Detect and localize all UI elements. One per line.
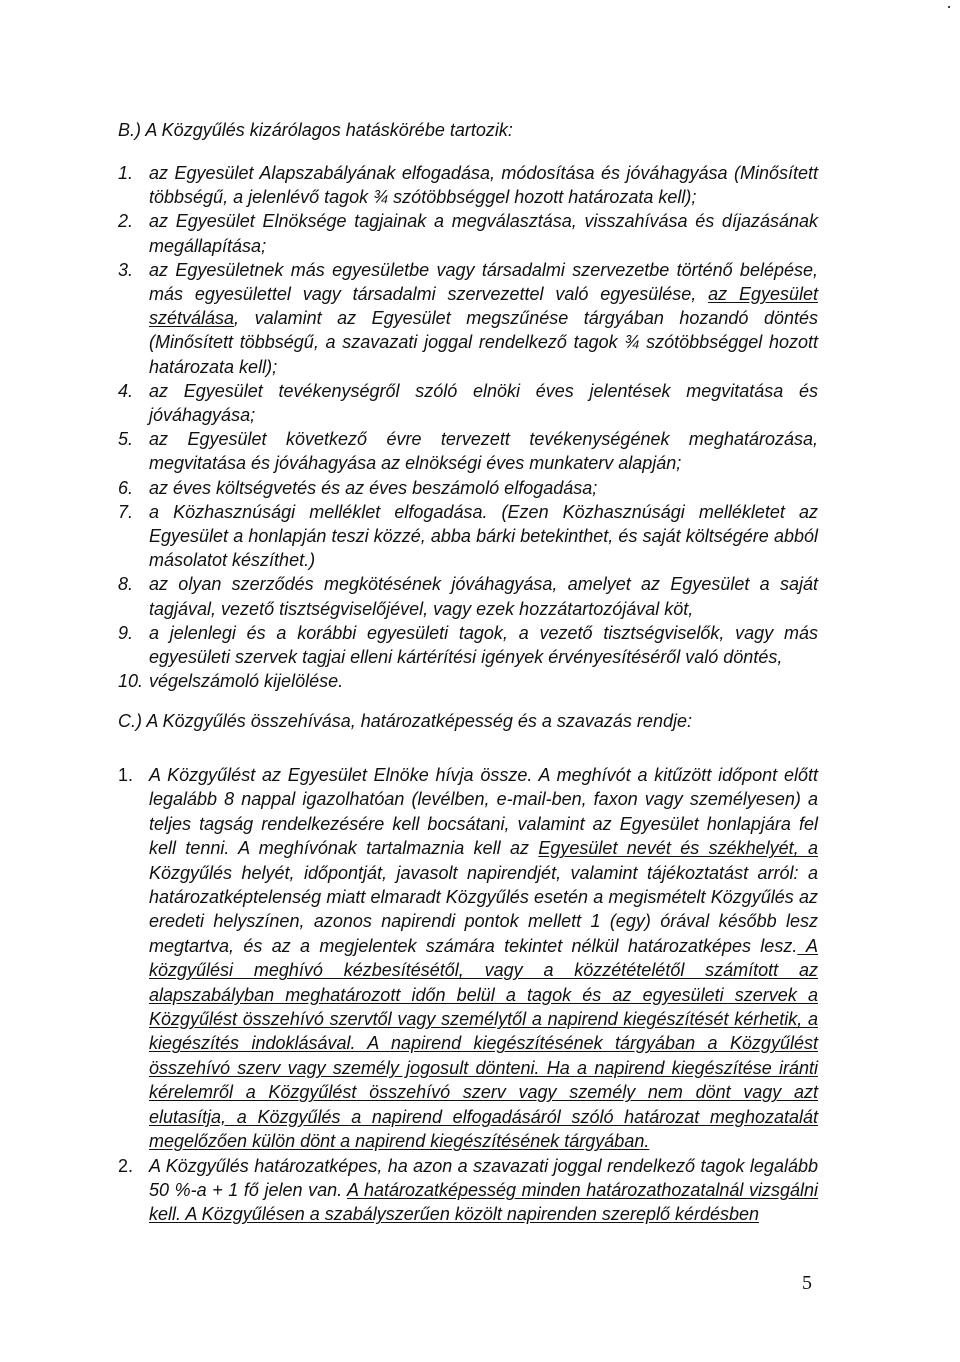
list-item bbox=[118, 476, 818, 500]
item-text: Közgyűlés helyét, időpontját, javasolt napirendjét, valamint tájékoztatást arról: a határozatképtelenség miatt elmaradt Közgyűlés esetén a megismételt Közgyűlés az eredeti helyszínen, azonos napirendi pontok mellett 1 (egy) órával később lesz megtartva, és az a megjelentek számára tekintet nélkül határozatképes lesz. bbox=[149, 862, 818, 956]
item-number: 1. bbox=[118, 163, 134, 183]
section-c-heading: C.) A Közgyűlés összehívása, határozatképesség és a szavazás rendje: bbox=[118, 711, 692, 731]
scan-mark bbox=[948, 6, 950, 8]
item-text: a Közhasznúsági melléklet elfogadása. (Ezen Közhasznúsági mellékletet az Egyesület a honlapján teszi közzé, abba bárki betekinthet, és saját költségére abból másolatot készíthet.) bbox=[149, 501, 818, 571]
section-b-list bbox=[118, 161, 818, 693]
item-text: az Egyesület következő évre tervezett tevékenységének meghatározása, megvitatása és jóváhagyása az elnökségi éves munkaterv alapján; bbox=[149, 429, 818, 474]
list-item bbox=[118, 572, 818, 620]
list-item bbox=[118, 379, 818, 427]
item-text: A Közgyűlést az Egyesület Elnöke hívja össze. A meghívót a kitűzött időpont előtt legalább 8 nappal igazolhatóan (levélben, e-mail-ben, faxon vagy személyesen) a teljes tagság rendelkezésére kell bocsátani, valamint az Egyesület honlapjára fel kell tenni. A meghívónak tartalmaznia kell az bbox=[149, 765, 818, 859]
item-number: 1. bbox=[118, 765, 134, 785]
list-item bbox=[118, 258, 818, 379]
item-number: 4. bbox=[118, 380, 134, 401]
item-text: az Egyesület Elnöksége tagjainak a megválasztása, visszahívása és díjazásának megállapítása; bbox=[149, 211, 818, 256]
item-text: az Egyesület tevékenységről szóló elnöki éves jelentések megvitatása és jóváhagyása; bbox=[149, 380, 818, 426]
list-item bbox=[118, 669, 818, 693]
item-number: 9. bbox=[118, 622, 134, 643]
page-number: 5 bbox=[802, 1272, 812, 1294]
list-item bbox=[118, 1154, 818, 1227]
item-text: , valamint az Egyesület megszűnése tárgyában hozandó döntés (Minősített többségű, a szavazati joggal rendelkező tagok ¾ szótöbbséggel hozott határozata kell); bbox=[149, 308, 818, 377]
item-number: 7. bbox=[118, 501, 134, 522]
item-number: 10. bbox=[118, 671, 144, 692]
list-item bbox=[118, 763, 818, 1154]
item-text: az éves költségvetés és az éves beszámoló elfogadása; bbox=[149, 477, 598, 498]
list-item bbox=[118, 621, 818, 669]
list-item bbox=[118, 161, 818, 209]
list-item bbox=[118, 427, 818, 475]
underlined-text: A határozatképesség minden határozathozatalnál vizsgálni kell. A Közgyűlésen a szabályszerűen közölt napirenden szereplő kérdésben bbox=[149, 1179, 819, 1225]
item-text: az Egyesület Alapszabályának elfogadása, módosítása és jóváhagyása (Minősített többségű, a jelenlévő tagok ¾ szótöbbséggel hozott határozata kell); bbox=[149, 163, 818, 208]
underlined-text: A közgyűlési meghívó kézbesítésétől, vagy a közzétételétől számított az alapszabályban meghatározott időn belül a tagok és az egyesületi szervek a Közgyűlést összehívó szervtől vagy személytől a napirend kiegészítését kérhetik, a kiegészítés indoklásával. A napirend kiegészítésének tárgyában a Közgyűlést összehívó szerv vagy személy jogosult dönteni. Ha a napirend kiegészítése iránti kérelemről a Közgyűlést összehívó szerv vagy személy nem dönt vagy azt elutasítja, a Közgyűlés a napirend elfogadásáról szóló határozat meghozatalát megelőzően külön dönt a napirend kiegészítésének tárgyában. bbox=[149, 935, 819, 1152]
list-item bbox=[118, 209, 818, 257]
item-text: az olyan szerződés megkötésének jóváhagyása, amelyet az Egyesület a saját tagjával, vezető tisztségviselőjével, vagy ezek hozzátartozójával köt, bbox=[149, 574, 818, 619]
item-text: az Egyesületnek más egyesületbe vagy társadalmi szervezetbe történő belépése, más egyesülettel vagy társadalmi szervezettel való egyesülése, bbox=[149, 259, 818, 305]
item-number: 6. bbox=[118, 477, 134, 498]
item-text: a jelenlegi és a korábbi egyesületi tagok, a vezető tisztségviselők, vagy más egyesületi szervek tagjai elleni kártérítési igények érvényesítéséről való döntés, bbox=[149, 622, 818, 668]
section-b-heading: B.) A Közgyűlés kizárólagos hatáskörébe tartozik: bbox=[118, 120, 513, 140]
item-number: 8. bbox=[118, 574, 134, 595]
section-c-list bbox=[118, 763, 818, 1227]
item-number: 5. bbox=[118, 429, 134, 450]
underlined-text: az Egyesület szétválása bbox=[149, 284, 818, 329]
item-number: 2. bbox=[118, 211, 134, 232]
underlined-text: Egyesület nevét és székhelyét, a bbox=[538, 838, 818, 859]
item-text: A Közgyűlés határozatképes, ha azon a szavazati joggal rendelkező tagok legalább 50 %-a + 1 fő jelen van. bbox=[149, 1155, 818, 1200]
list-item bbox=[118, 500, 818, 573]
item-number: 2. bbox=[118, 1155, 134, 1176]
item-text: végelszámoló kijelölése. bbox=[149, 671, 344, 692]
item-number: 3. bbox=[118, 259, 134, 280]
